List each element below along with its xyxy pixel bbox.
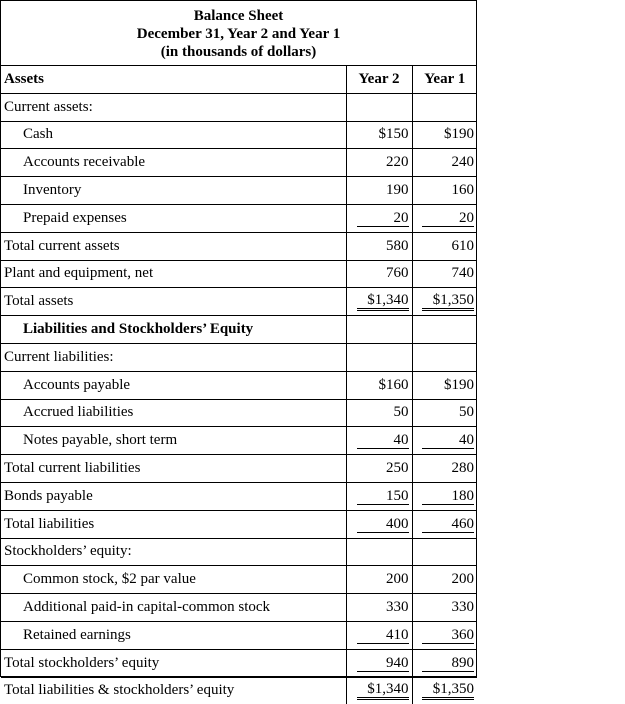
amount-year1: 280 (451, 460, 474, 477)
value-year2 (346, 427, 412, 455)
value-year2 (346, 177, 412, 205)
amount-year1: 40 (422, 433, 474, 449)
table-row (1, 594, 477, 622)
table-row (1, 260, 477, 288)
row-label: Accounts receivable (1, 149, 346, 177)
table-row (1, 316, 477, 344)
value-year2 (346, 204, 412, 232)
value-year2 (346, 482, 412, 510)
table-row (1, 399, 477, 427)
value-year1 (412, 621, 477, 649)
balance-table (1, 66, 477, 704)
amount-year2: 200 (386, 571, 409, 588)
row-label: Total assets (1, 288, 346, 316)
table-row (1, 649, 477, 677)
table-row (1, 510, 477, 538)
amount-year1: 20 (422, 211, 474, 227)
value-year2 (346, 93, 412, 121)
amount-year2: 250 (386, 460, 409, 477)
amount-year2: 760 (386, 265, 409, 282)
value-year1 (412, 260, 477, 288)
row-label: Bonds payable (1, 482, 346, 510)
table-row (1, 343, 477, 371)
amount-year1: $1,350 (422, 682, 474, 700)
value-year1 (412, 482, 477, 510)
value-year2 (346, 621, 412, 649)
amount-year1: 460 (422, 517, 474, 533)
row-label: Common stock, $2 par value (1, 566, 346, 594)
title-line-2: December 31, Year 2 and Year 1 (136, 26, 341, 42)
value-year1 (412, 677, 477, 704)
value-year1 (412, 649, 477, 677)
value-year1 (412, 93, 477, 121)
table-row (1, 455, 477, 483)
amount-year2: 50 (393, 404, 409, 421)
amount-year1: 360 (422, 628, 474, 644)
value-year1 (412, 538, 477, 566)
value-year2 (346, 260, 412, 288)
value-year2 (346, 316, 412, 344)
amount-year1: 330 (451, 599, 474, 616)
value-year1 (412, 121, 477, 149)
amount-year1: 160 (451, 182, 474, 199)
amount-year1: $190 (444, 376, 474, 393)
value-year2 (346, 566, 412, 594)
value-year2 (346, 649, 412, 677)
row-label: Total current liabilities (1, 455, 346, 483)
row-label: Accounts payable (1, 371, 346, 399)
table-row (1, 204, 477, 232)
amount-year1: $1,350 (422, 293, 474, 311)
table-row (1, 566, 477, 594)
value-year2 (346, 510, 412, 538)
table-row (1, 232, 477, 260)
amount-year2: $1,340 (357, 682, 409, 700)
amount-year1: 890 (422, 656, 474, 672)
row-label: Current liabilities: (1, 343, 346, 371)
value-year2 (346, 343, 412, 371)
amount-year1: 180 (422, 489, 474, 505)
table-row (1, 288, 477, 316)
value-year2 (346, 455, 412, 483)
value-year1 (412, 316, 477, 344)
amount-year2: $160 (378, 376, 409, 393)
amount-year1: 50 (459, 404, 474, 421)
value-year2 (346, 538, 412, 566)
table-row (1, 371, 477, 399)
table-row (1, 121, 477, 149)
amount-year2: $150 (378, 126, 409, 143)
title-line-3: (in thousands of dollars) (160, 44, 317, 60)
row-label: Total stockholders’ equity (1, 649, 346, 677)
amount-year1: $190 (444, 126, 474, 143)
table-row (1, 538, 477, 566)
value-year1 (412, 232, 477, 260)
column-header-row (1, 66, 477, 93)
row-label: Prepaid expenses (1, 204, 346, 232)
column-header-assets: Assets (4, 70, 44, 87)
value-year2 (346, 399, 412, 427)
row-label: Notes payable, short term (1, 427, 346, 455)
amount-year1: 200 (451, 571, 474, 588)
value-year2 (346, 594, 412, 622)
amount-year2: 190 (386, 182, 409, 199)
sheet-header (1, 1, 476, 66)
row-label: Plant and equipment, net (1, 260, 346, 288)
value-year1 (412, 399, 477, 427)
table-row (1, 93, 477, 121)
value-year1 (412, 455, 477, 483)
title-line-1: Balance Sheet (193, 8, 284, 24)
amount-year2: $1,340 (357, 293, 409, 311)
amount-year1: 240 (451, 154, 474, 171)
value-year2 (346, 121, 412, 149)
amount-year2: 40 (357, 433, 409, 449)
value-year1 (412, 204, 477, 232)
table-row (1, 149, 477, 177)
amount-year2: 330 (386, 599, 409, 616)
value-year1 (412, 594, 477, 622)
row-label: Cash (1, 121, 346, 149)
row-label: Total liabilities & stockholders’ equity (1, 677, 346, 704)
column-header-year2: Year 2 (346, 66, 412, 93)
value-year2 (346, 677, 412, 704)
table-row (1, 427, 477, 455)
amount-year2: 580 (386, 237, 409, 254)
amount-year2: 400 (357, 517, 409, 533)
value-year2 (346, 232, 412, 260)
amount-year1: 610 (451, 237, 474, 254)
row-label: Additional paid-in capital-common stock (1, 594, 346, 622)
value-year1 (412, 177, 477, 205)
row-label: Inventory (1, 177, 346, 205)
value-year1 (412, 566, 477, 594)
row-label: Retained earnings (1, 621, 346, 649)
table-row (1, 677, 477, 704)
row-label: Total current assets (1, 232, 346, 260)
value-year2 (346, 371, 412, 399)
value-year1 (412, 149, 477, 177)
value-year1 (412, 288, 477, 316)
value-year1 (412, 343, 477, 371)
row-label: Accrued liabilities (1, 399, 346, 427)
row-label: Liabilities and Stockholders’ Equity (1, 316, 346, 344)
row-label: Current assets: (1, 93, 346, 121)
value-year2 (346, 149, 412, 177)
column-header-year1: Year 1 (412, 66, 477, 93)
amount-year2: 20 (357, 211, 409, 227)
value-year1 (412, 510, 477, 538)
table-row (1, 482, 477, 510)
row-label: Stockholders’ equity: (1, 538, 346, 566)
table-row (1, 177, 477, 205)
amount-year1: 740 (451, 265, 474, 282)
amount-year2: 220 (386, 154, 409, 171)
table-row (1, 621, 477, 649)
amount-year2: 940 (357, 656, 409, 672)
amount-year2: 410 (357, 628, 409, 644)
row-label: Total liabilities (1, 510, 346, 538)
value-year1 (412, 427, 477, 455)
amount-year2: 150 (357, 489, 409, 505)
value-year1 (412, 371, 477, 399)
value-year2 (346, 288, 412, 316)
